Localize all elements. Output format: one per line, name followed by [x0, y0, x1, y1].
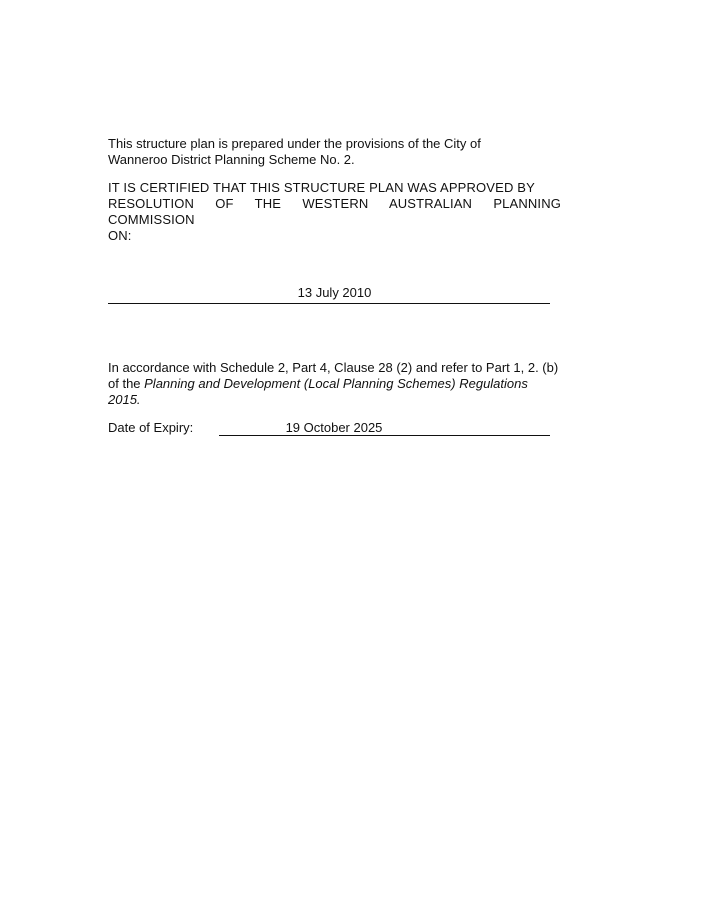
regulation-line-1: In accordance with Schedule 2, Part 4, Clause 28 (2) and refer to Part 1, 2. (b) — [108, 360, 559, 375]
expiry-date: 19 October 2025 — [285, 420, 383, 435]
expiry-label: Date of Expiry: — [108, 420, 194, 435]
statement-line-2: Wanneroo District Planning Scheme No. 2. — [108, 152, 355, 167]
certification-line-2: RESOLUTION OF THE WESTERN AUSTRALIAN PLANNING COMMISSION — [108, 196, 561, 227]
certification-line-3: ON: — [108, 228, 132, 243]
statement-line-1: This structure plan is prepared under the provisions of the City of — [108, 136, 481, 151]
regulation-prefix: of the — [108, 376, 145, 391]
approval-signature-line — [108, 303, 550, 304]
approval-date-field — [108, 285, 561, 301]
certification-paragraph — [108, 180, 561, 244]
statement-paragraph — [108, 136, 561, 168]
regulation-line-2 — [108, 376, 561, 408]
expiry-underline — [219, 435, 550, 436]
certification-line-1: IT IS CERTIFIED THAT THIS STRUCTURE PLAN WAS APPROVED BY — [108, 180, 535, 195]
regulation-title: Planning and Development (Local Planning Schemes) Regulations 2015. — [108, 376, 528, 407]
approval-date: 13 July 2010 — [297, 285, 372, 300]
regulation-paragraph — [108, 360, 561, 408]
